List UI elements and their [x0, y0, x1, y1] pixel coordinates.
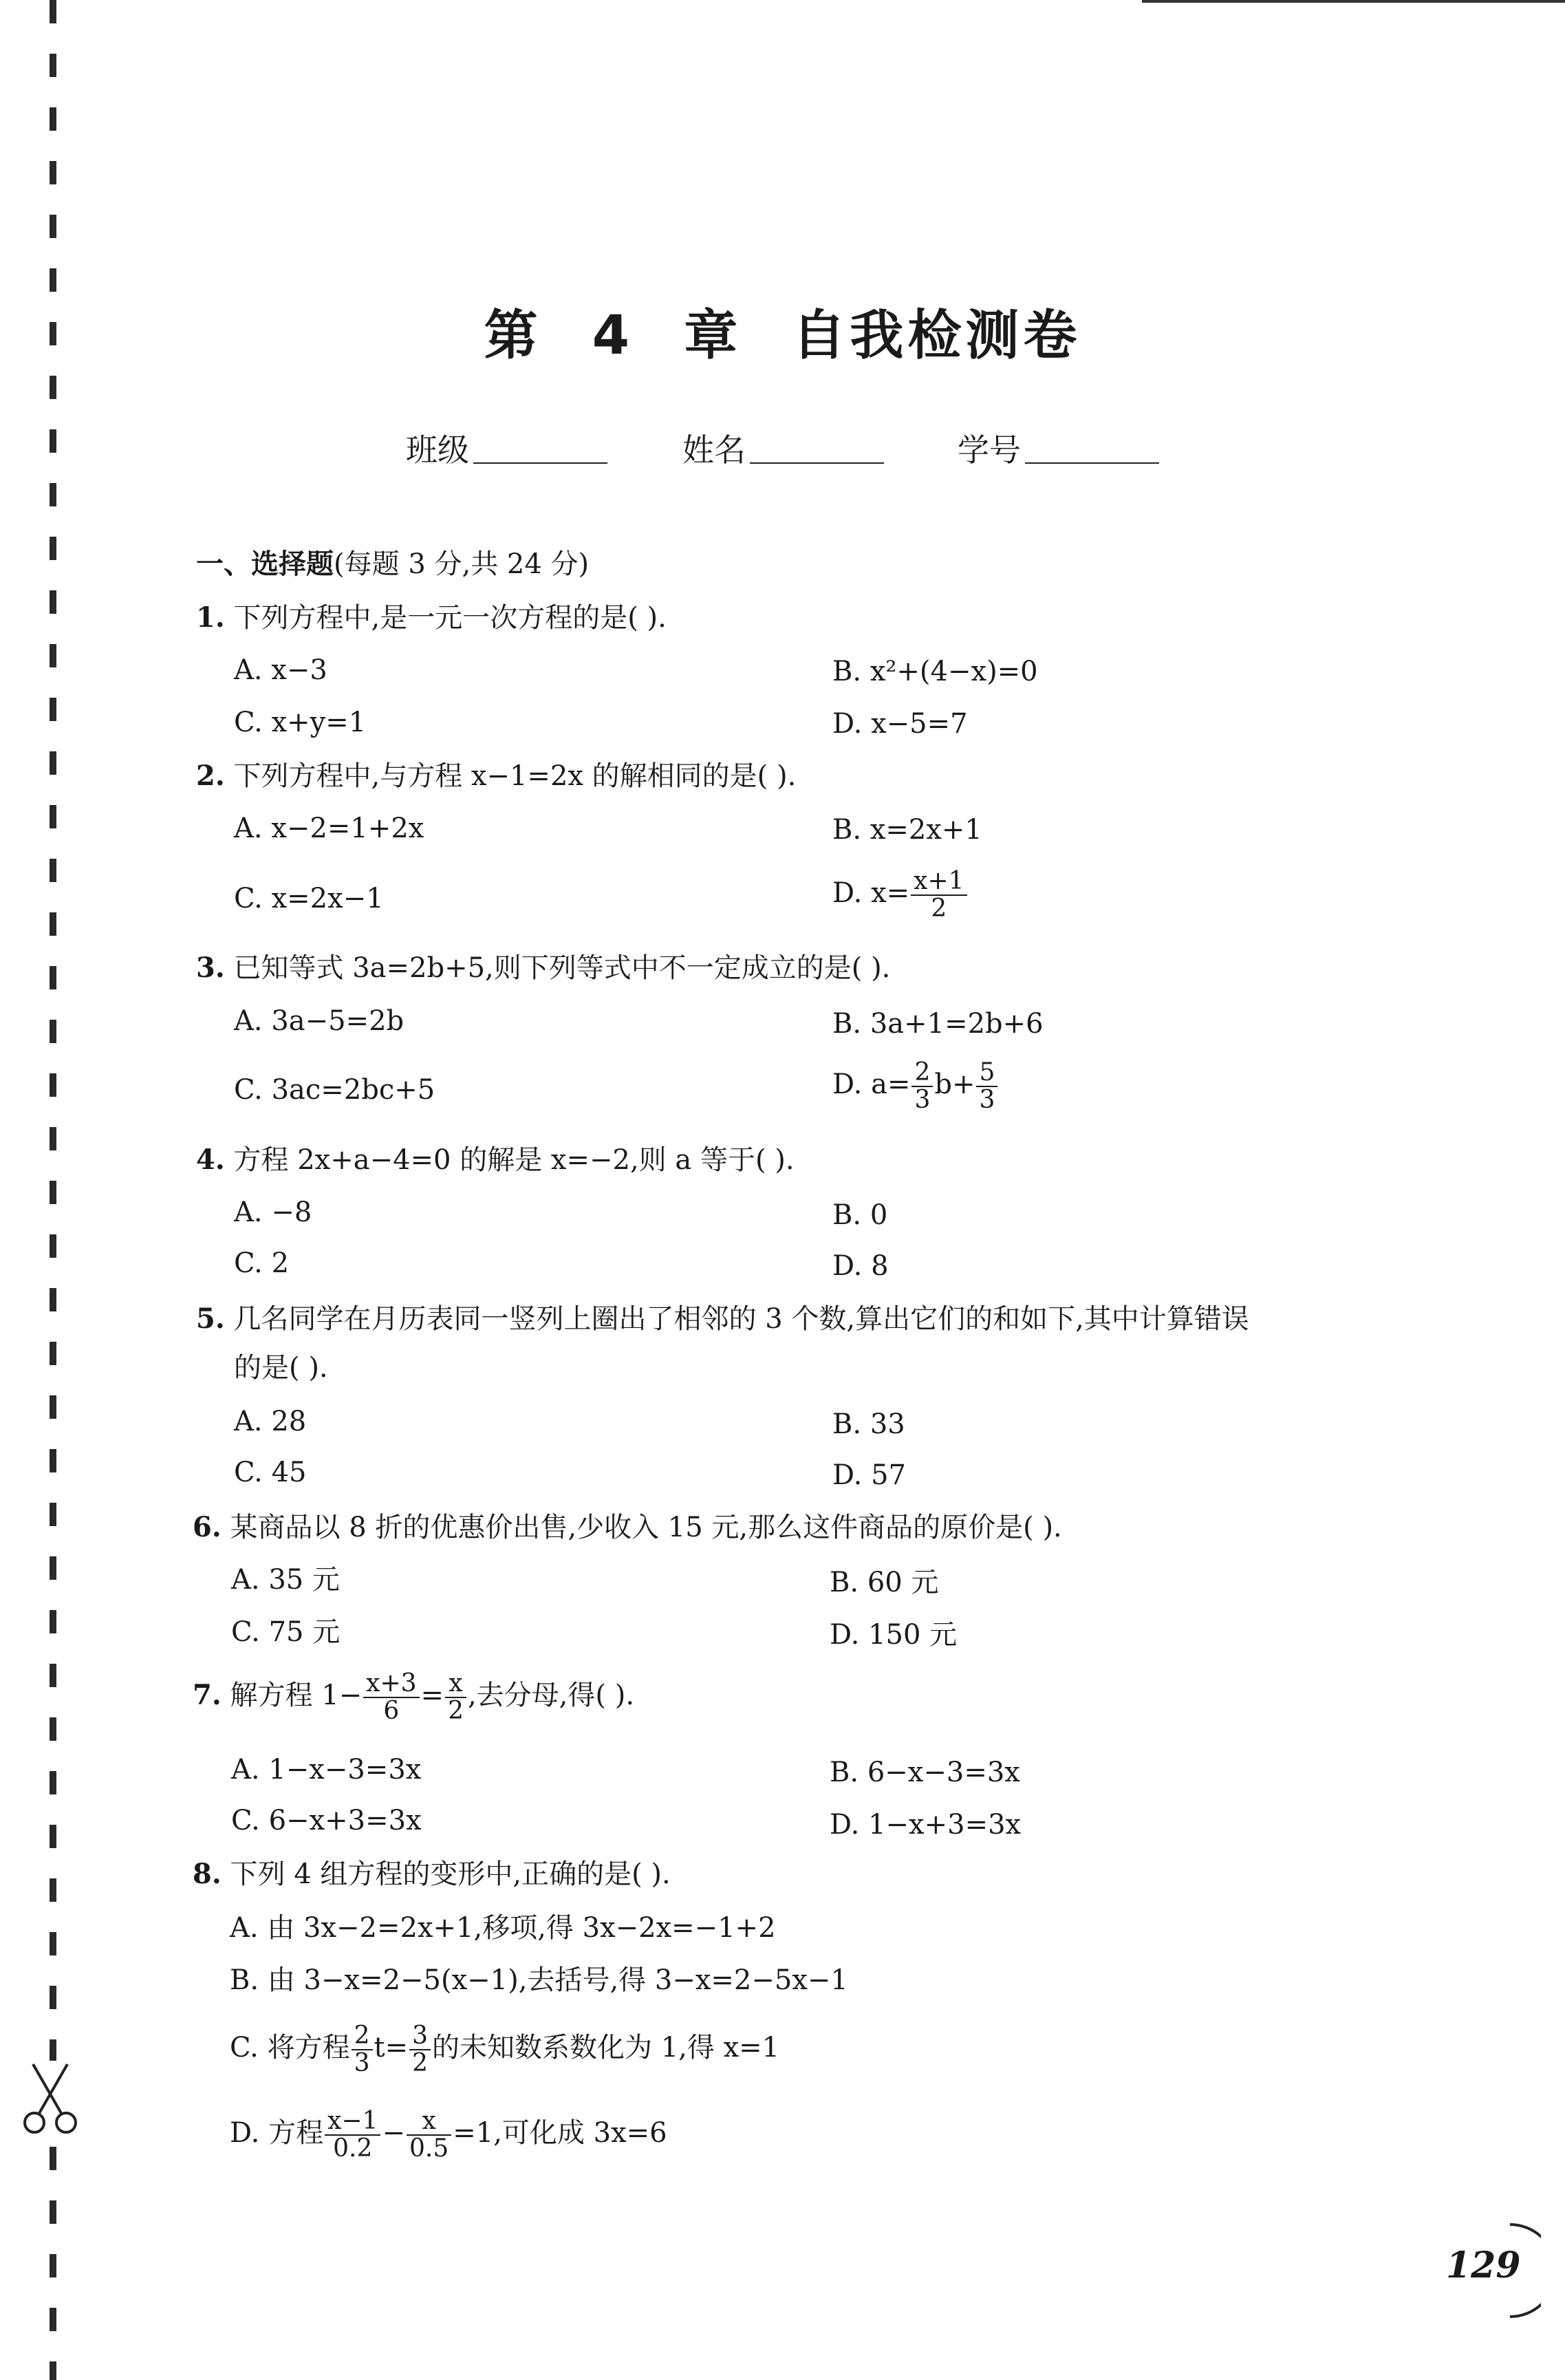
top-rule [1142, 0, 1565, 3]
q7-option-b: B. 6−x−3=3x [830, 1757, 1020, 1788]
q7-option-a: A. 1−x−3=3x [231, 1754, 422, 1786]
denominator: 2 [448, 1696, 464, 1725]
q2-option-a: A. x−2=1+2x [234, 813, 424, 844]
section-heading [196, 549, 589, 579]
q5-option-a: A. 28 [234, 1406, 307, 1437]
q7-option-d: D. 1−x+3=3x [830, 1809, 1022, 1841]
question-3 [196, 953, 890, 983]
q2-option-d [832, 868, 969, 922]
q6-option-a: A. 35 元 [231, 1564, 340, 1596]
numerator: x [407, 2108, 451, 2136]
question-number: 5. [196, 1302, 225, 1335]
scissors-icon [19, 2061, 81, 2136]
question-stem: 几名同学在月历表同一竖列上圈出了相邻的 3 个数,算出它们的和如下,其中计算错误 [233, 1303, 1249, 1335]
q2-option-c: C. x=2x−1 [234, 883, 384, 914]
numerator: 2 [352, 2023, 373, 2050]
q5-option-d: D. 57 [832, 1459, 906, 1491]
denominator: 0.5 [409, 2134, 449, 2163]
q8-option-d [230, 2108, 667, 2162]
q5-option-c: C. 45 [234, 1457, 307, 1488]
q4-option-a: A. −8 [234, 1197, 312, 1228]
fraction [445, 1671, 466, 1724]
option-text: − [382, 2116, 405, 2149]
q2-option-b: B. x=2x+1 [832, 814, 982, 846]
fraction [325, 2108, 380, 2162]
question-stem: ,去分母,得( ). [467, 1679, 635, 1711]
question-stem: 下列 4 组方程的变形中,正确的是( ). [230, 1858, 671, 1890]
q7-option-c: C. 6−x+3=3x [231, 1805, 422, 1836]
id-label: 学号 [958, 431, 1021, 469]
question-stem: 下列方程中,是一元一次方程的是( ). [233, 602, 667, 634]
page-title: 第 4 章 自我检测卷 [484, 305, 1081, 367]
fraction [407, 2108, 451, 2162]
id-field [958, 425, 1159, 471]
numerator: x+1 [911, 868, 967, 896]
option-text: D. a= [832, 1068, 911, 1100]
question-number: 7. [193, 1678, 222, 1711]
class-field [406, 425, 607, 471]
q8-option-a: A. 由 3x−2=2x+1,移项,得 3x−2x=−1+2 [230, 1912, 776, 1944]
denominator: 3 [354, 2048, 370, 2077]
question-5 [196, 1304, 1249, 1334]
fraction [409, 2023, 431, 2077]
q4-option-d: D. 8 [832, 1250, 889, 1282]
option-text: D. 方程 [230, 2116, 324, 2149]
option-text: 的未知数系数化为 1,得 x=1 [432, 2031, 780, 2063]
class-label: 班级 [406, 431, 469, 469]
option-text: b+ [934, 1068, 975, 1100]
denominator: 3 [979, 1085, 995, 1114]
option-text: C. 将方程 [230, 2031, 350, 2063]
fraction [363, 1671, 419, 1724]
question-stem-continued: 的是( ). [234, 1352, 328, 1384]
q3-option-c: C. 3ac=2bc+5 [234, 1074, 435, 1106]
q6-option-b: B. 60 元 [830, 1567, 939, 1598]
q8-option-b: B. 由 3−x=2−5(x−1),去括号,得 3−x=2−5x−1 [230, 1964, 848, 1996]
section-note: (每题 3 分,共 24 分) [334, 548, 590, 580]
question-number: 3. [196, 952, 225, 984]
numerator: x [445, 1671, 466, 1698]
denominator: 6 [383, 1696, 400, 1725]
q8-option-c [230, 2023, 779, 2077]
q6-option-c: C. 75 元 [231, 1616, 341, 1648]
q3-option-a: A. 3a−5=2b [234, 1005, 404, 1037]
denominator: 0.2 [333, 2134, 373, 2163]
q3-option-b: B. 3a+1=2b+6 [832, 1008, 1044, 1040]
question-1 [196, 603, 667, 633]
option-text: =1,可化成 3x=6 [453, 2116, 667, 2149]
question-stem: 某商品以 8 折的优惠价出售,少收入 15 元,那么这件商品的原价是( ). [230, 1512, 1062, 1543]
numerator: 2 [911, 1060, 933, 1087]
question-8 [193, 1859, 671, 1889]
section-title: 一、选择题 [196, 548, 334, 580]
q1-option-d: D. x−5=7 [832, 708, 968, 740]
numerator: x−1 [325, 2108, 380, 2136]
name-field [682, 425, 884, 471]
name-label: 姓名 [682, 431, 746, 469]
q4-option-c: C. 2 [234, 1247, 290, 1279]
question-stem: 下列方程中,与方程 x−1=2x 的解相同的是( ). [233, 760, 797, 792]
fraction [911, 868, 967, 922]
question-number: 6. [193, 1511, 222, 1543]
id-blank [1025, 432, 1159, 464]
q5-option-b: B. 33 [832, 1408, 905, 1440]
question-6 [193, 1512, 1062, 1543]
denominator: 3 [914, 1085, 931, 1114]
q1-option-b: B. x²+(4−x)=0 [832, 656, 1038, 687]
denominator: 2 [412, 2048, 429, 2077]
numerator: x+3 [363, 1671, 419, 1698]
question-2 [196, 761, 796, 791]
q1-option-a: A. x−3 [234, 654, 327, 686]
question-number: 1. [196, 601, 225, 634]
q3-option-d [832, 1060, 999, 1113]
question-number: 8. [193, 1858, 222, 1890]
q6-option-d: D. 150 元 [830, 1619, 958, 1651]
question-number: 2. [196, 760, 225, 792]
name-blank [750, 432, 884, 464]
class-blank [473, 432, 607, 464]
fraction [911, 1060, 933, 1113]
numerator: 5 [976, 1060, 997, 1087]
numerator: 3 [409, 2023, 431, 2050]
question-7 [193, 1671, 634, 1724]
question-stem: 已知等式 3a=2b+5,则下列等式中不一定成立的是( ). [233, 952, 891, 984]
question-stem: 方程 2x+a−4=0 的解是 x=−2,则 a 等于( ). [233, 1144, 795, 1176]
fraction [976, 1060, 997, 1113]
q1-option-c: C. x+y=1 [234, 707, 367, 738]
fraction [352, 2023, 373, 2077]
question-stem: 解方程 1− [230, 1679, 363, 1711]
option-text: D. x= [832, 877, 910, 909]
denominator: 2 [931, 894, 947, 923]
page-number: 129 [1446, 2244, 1521, 2286]
option-text: t= [374, 2031, 409, 2063]
question-stem: = [420, 1679, 444, 1711]
question-number: 4. [196, 1144, 225, 1176]
q4-option-b: B. 0 [832, 1199, 888, 1231]
question-4 [196, 1145, 795, 1175]
